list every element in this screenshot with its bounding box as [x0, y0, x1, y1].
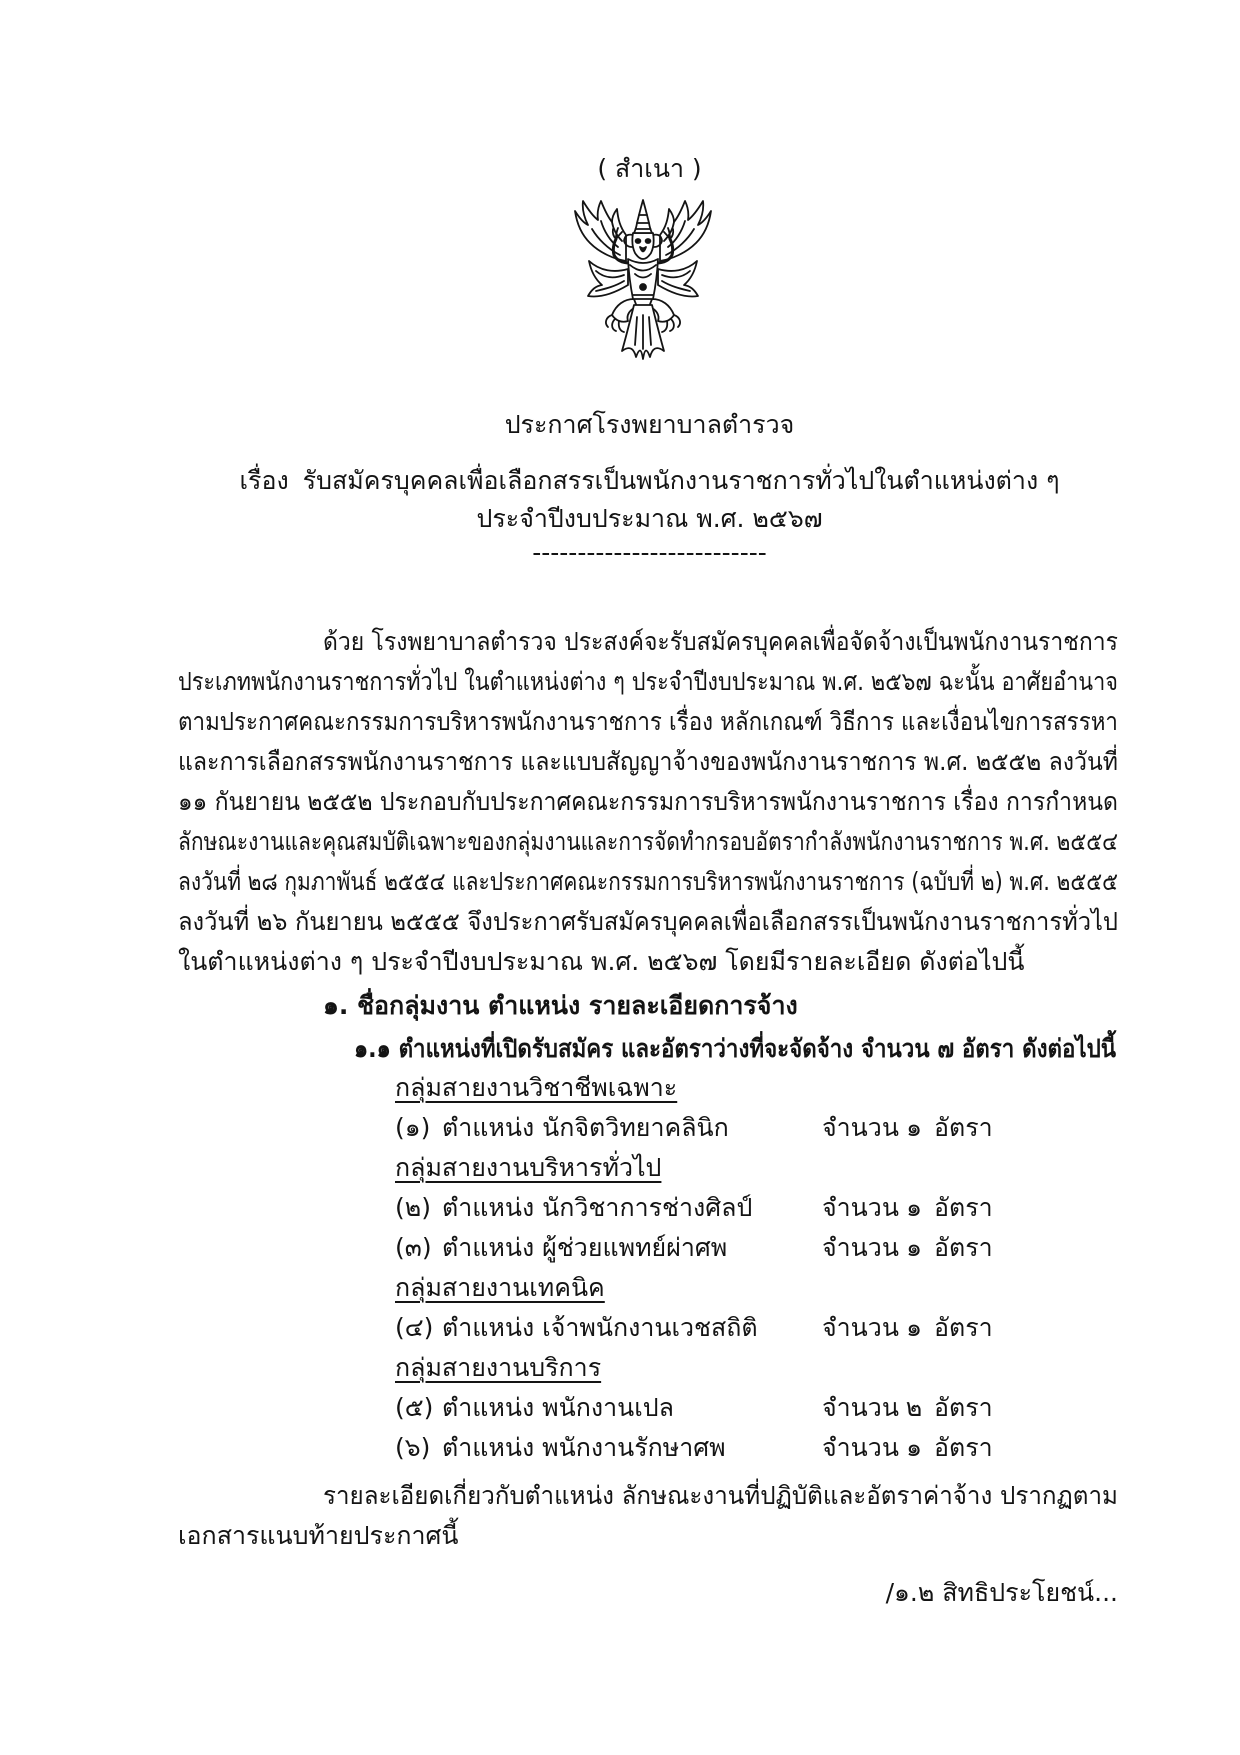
position-label: ตำแหน่ง [442, 1433, 535, 1462]
count-label: จำนวน [822, 1113, 899, 1142]
position-row [395, 1308, 1005, 1348]
subject-text: รับสมัครบุคคลเพื่อเลือกสรรเป็นพนักงานราชการทั่วไปในตำแหน่งต่าง ๆ [302, 466, 1060, 495]
count-unit: อัตรา [934, 1233, 993, 1262]
count-unit: อัตรา [934, 1113, 993, 1142]
group-heading: กลุ่มสายงานวิชาชีพเฉพาะ [395, 1073, 678, 1102]
count-unit: อัตรา [934, 1433, 993, 1462]
position-name: ผู้ช่วยแพทย์ผ่าศพ [542, 1233, 728, 1262]
position-label: ตำแหน่ง [442, 1233, 535, 1262]
position-title [442, 1228, 814, 1268]
count-label: จำนวน [822, 1393, 899, 1422]
announcement-title: ประกาศโรงพยาบาลตำรวจ [504, 410, 795, 439]
intro-paragraph [178, 622, 1118, 982]
position-number: (๓) [395, 1233, 432, 1262]
position-name: นักจิตวิทยาคลินิก [542, 1113, 729, 1142]
paragraph-line: ในตำแหน่งต่าง ๆ ประจำปีงบประมาณ พ.ศ. ๒๕๖๗ โดยมีรายละเอียด ดังต่อไปนี้ [178, 947, 1025, 976]
count-label: จำนวน [822, 1313, 899, 1342]
position-number: (๑) [395, 1113, 431, 1142]
count-label: จำนวน [822, 1433, 899, 1462]
position-row [395, 1428, 1005, 1468]
position-title [442, 1188, 814, 1228]
position-title [442, 1428, 814, 1468]
paragraph-line: ลักษณะงานและคุณสมบัติเฉพาะของกลุ่มงานและการจัดทำกรอบอัตรากำลังพนักงานราชการ พ.ศ. ๒๕๕๔ [178, 827, 1118, 856]
group-heading: กลุ่มสายงานบริหารทั่วไป [395, 1153, 662, 1182]
separator: -------------------------- [532, 538, 767, 567]
position-name: พนักงานเปล [542, 1393, 674, 1422]
copy-mark: ( สำเนา ) [597, 154, 702, 183]
count-label: จำนวน [822, 1193, 899, 1222]
position-row [395, 1228, 1005, 1268]
paragraph-line: และการเลือกสรรพนักงานราชการ และแบบสัญญาจ้างของพนักงานราชการ พ.ศ. ๒๕๕๒ ลงวันที่ [178, 747, 1118, 776]
position-count: ๑ [906, 1113, 922, 1142]
subject-fiscal-year: ประจำปีงบประมาณ พ.ศ. ๒๕๖๗ [476, 504, 823, 533]
count-unit: อัตรา [934, 1393, 993, 1422]
count-label: จำนวน [822, 1233, 899, 1262]
position-count: ๑ [906, 1433, 922, 1462]
paragraph-line: ลงวันที่ ๒๖ กันยายน ๒๕๕๕ จึงประกาศรับสมัครบุคคลเพื่อเลือกสรรเป็นพนักงานราชการทั่วไป [178, 907, 1118, 936]
count-unit: อัตรา [934, 1193, 993, 1222]
position-row [395, 1108, 1005, 1148]
paragraph-line: ตามประกาศคณะกรรมการบริหารพนักงานราชการ เรื่อง หลักเกณฑ์ วิธีการ และเงื่อนไขการสรรหา [178, 707, 1118, 736]
position-number: (๒) [395, 1193, 431, 1222]
continuation-marker: /๑.๒ สิทธิประโยชน์... [885, 1578, 1118, 1607]
position-name: นักวิชาการช่างศิลป์ [542, 1193, 753, 1222]
position-count: ๑ [906, 1233, 922, 1262]
paragraph-line: ด้วย โรงพยาบาลตำรวจ ประสงค์จะรับสมัครบุคคลเพื่อจัดจ้างเป็นพนักงานราชการ [323, 627, 1118, 656]
position-label: ตำแหน่ง [442, 1313, 535, 1342]
position-number: (๖) [395, 1433, 431, 1462]
position-number: (๕) [395, 1393, 434, 1422]
paragraph-line: ลงวันที่ ๒๘ กุมภาพันธ์ ๒๕๕๔ และประกาศคณะกรรมการบริหารพนักงานราชการ (ฉบับที่ ๒) พ.ศ. ๒๕๕๕ [178, 867, 1118, 896]
position-label: ตำแหน่ง [442, 1193, 535, 1222]
position-title [442, 1108, 814, 1148]
group-heading: กลุ่มสายงานเทคนิค [395, 1273, 605, 1302]
position-row [395, 1188, 1005, 1228]
position-number: (๔) [395, 1313, 434, 1342]
group-heading: กลุ่มสายงานบริการ [395, 1353, 602, 1382]
position-list [395, 1068, 1005, 1468]
position-row [395, 1388, 1005, 1428]
closing-paragraph [178, 1476, 1118, 1556]
paragraph-line: ประเภทพนักงานราชการทั่วไป ในตำแหน่งต่าง ๆ ประจำปีงบประมาณ พ.ศ. ๒๕๖๗ ฉะนั้น อาศัยอำนาจ [178, 667, 1118, 696]
position-title [442, 1388, 814, 1428]
position-count: ๒ [905, 1393, 923, 1422]
position-label: ตำแหน่ง [442, 1113, 535, 1142]
position-name: พนักงานรักษาศพ [542, 1433, 726, 1462]
position-count: ๑ [906, 1313, 922, 1342]
section-heading: ๑. ชื่อกลุ่มงาน ตำแหน่ง รายละเอียดการจ้าง [323, 991, 798, 1020]
paragraph-line: รายละเอียดเกี่ยวกับตำแหน่ง ลักษณะงานที่ปฏิบัติและอัตราค่าจ้าง ปรากฏตาม [323, 1481, 1118, 1510]
position-name: เจ้าพนักงานเวชสถิติ [542, 1313, 758, 1342]
position-title [442, 1308, 814, 1348]
count-unit: อัตรา [934, 1313, 993, 1342]
paragraph-line: เอกสารแนบท้ายประกาศนี้ [178, 1521, 459, 1550]
section-subheading: ๑.๑ ตำแหน่งที่เปิดรับสมัคร และอัตราว่างที่จะจัดจ้าง จำนวน ๗ อัตรา ดังต่อไปนี้ [354, 1034, 1116, 1063]
garuda-emblem [568, 199, 718, 361]
subject-label: เรื่อง [239, 466, 289, 495]
subject-line [177, 461, 1122, 501]
position-label: ตำแหน่ง [442, 1393, 535, 1422]
paragraph-line: ๑๑ กันยายน ๒๕๕๒ ประกอบกับประกาศคณะกรรมการบริหารพนักงานราชการ เรื่อง การกำหนด [178, 787, 1119, 816]
position-count: ๑ [906, 1193, 922, 1222]
